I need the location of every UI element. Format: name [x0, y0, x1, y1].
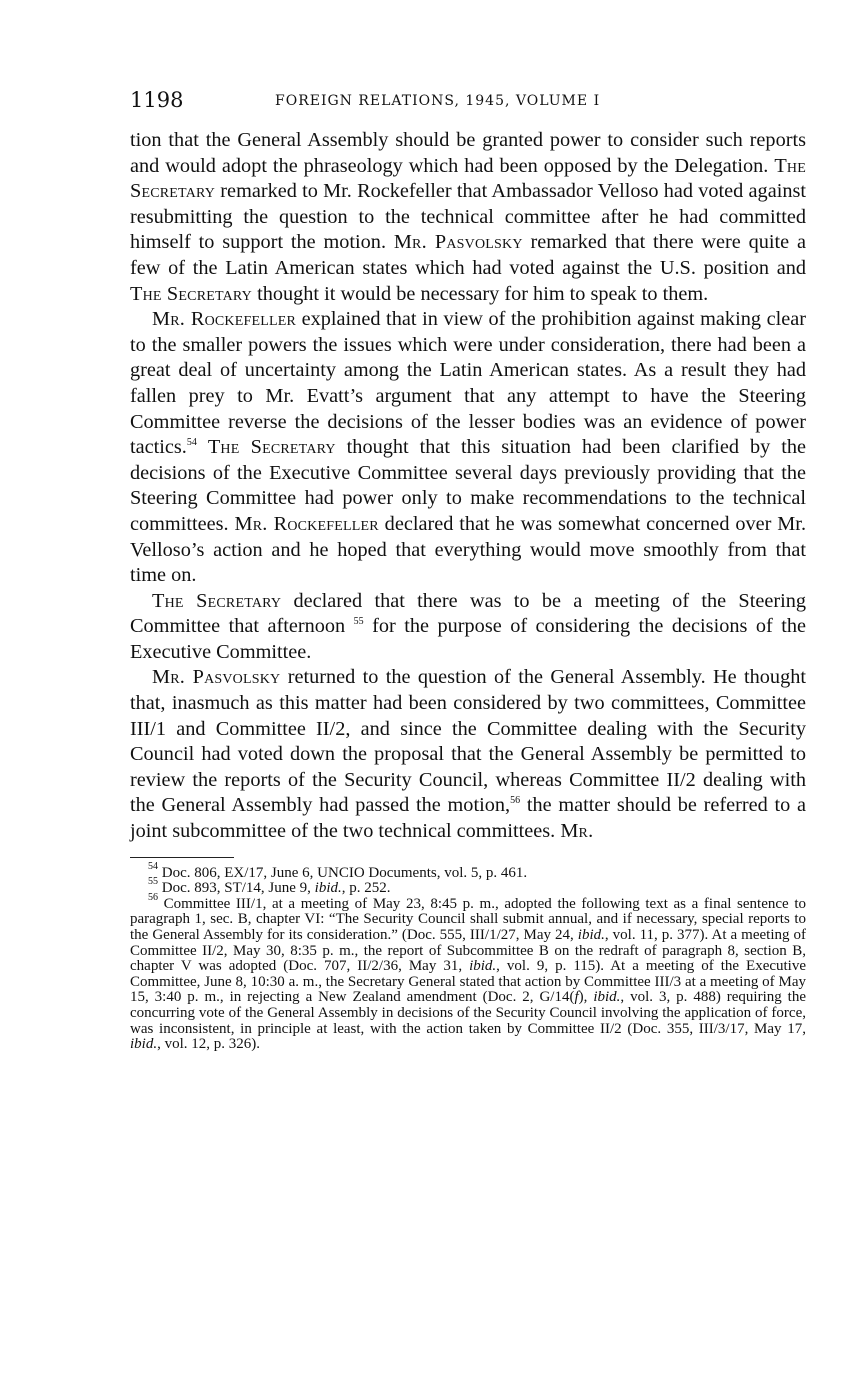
document-page — [130, 88, 806, 1053]
footnote-ref: 54 — [186, 437, 197, 449]
speaker-name: The Secretary — [152, 589, 282, 612]
footnote-divider — [130, 857, 234, 858]
speaker-name: The Secretary — [207, 436, 336, 459]
footnote-ref: 55 — [353, 616, 364, 628]
footnote-56: $^{56}$ Committee III/1, at a meeting of May 23, 8:45 p. m., adopted the following text as a final sentence to paragraph 1, sec. B, chapter VI: “The Security Council shall submit annual, and if necessary, special reports to the General Assembly for its consideration.” (Doc. 555, III/1/27, May 24, ibid., vol. 11, p. 377). At a meeting of Committee II/2, May 30, 8:35 p. m., the report of Subcommittee B on the redraft of paragraph 8, section B, chapter V was adopted (Doc. 707, II/2/36, May 31, ibid., vol. 9, p. 115). At a meeting of the Executive Committee, June 8, 10:30 a. m., the Secretary General stated that action by Committee III/3 at a meeting of May 15, 3:40 p. m., in rejecting a New Zealand amendment (Doc. 2, G/14(f), ibid., vol. 3, p. 488) requiring the concurring vote of the General Assembly in decisions of the Security Council involving the application of force, was inconsistent, in principle at least, with the action taken by Committee II/2 (Doc. 355, III/3/17, May 17, ibid., vol. 12, p. 326). — [130, 891, 806, 1053]
speaker-name: Mr. Pasvolsky — [393, 231, 523, 254]
speaker-name: The Secretary — [130, 282, 252, 305]
speaker-name: The Secretary — [130, 154, 806, 203]
footnote-ref: 56 — [510, 795, 521, 807]
body-text — [130, 128, 806, 845]
speaker-name: Mr. — [560, 820, 594, 843]
speaker-name: Mr. Pasvolsky — [152, 666, 281, 689]
footnotes — [130, 860, 806, 1053]
page-number: 1198 — [130, 88, 184, 112]
footnote-55: $^{55}$ Doc. 893, ST/14, June 9, ibid., p. 252. — [148, 876, 391, 897]
speaker-name: Mr. Rockefeller — [152, 308, 297, 331]
running-head: FOREIGN RELATIONS, 1945, VOLUME I — [275, 93, 601, 109]
paragraph-3: The Secretary declared that there was to be a meeting of the Steering Committee that afternoon $^{55}$ for the purpose of considering the decisions of the Executive Committee. — [130, 589, 806, 663]
speaker-name: Mr. Rockefeller — [234, 512, 379, 535]
paragraph-4: Mr. Pasvolsky returned to the question of the General Assembly. He thought that, inasmuch as this matter had been considered by two committees, Committee III/1 and Committee II/2, and since the Committee dealing with the Security Council had voted down the proposal that the General Assembly be permitted to review the reports of the Security Council, whereas Committee II/2 dealing with the General Assembly had passed the motion,$^{56}$ the matter should be referred to a joint subcommittee of the two technical committees. Mr. — [130, 666, 806, 843]
paragraph-1: tion that the General Assembly should be granted power to consider such reports and would adopt the phraseology which had been opposed by the Delegation. The Secretary remarked to Mr. Rockefeller that Ambassador Velloso had voted against resubmitting the question to the technical committee after he had committed himself to support the motion. Mr. Pasvolsky remarked that there were quite a few of the Latin American states which had voted against the U.S. position and The Secretary thought it would be necessary for him to speak to them. — [130, 129, 806, 305]
page-header — [130, 88, 806, 118]
footnote-54: $^{54}$ Doc. 806, EX/17, June 6, UNCIO Documents, vol. 5, p. 461. — [148, 860, 528, 881]
paragraph-2: Mr. Rockefeller explained that in view of the prohibition against making clear to the smaller powers the issues which were under consideration, there had been a great deal of uncertainty among the Latin American states. As a result they had fallen prey to Mr. Evatt’s argument that any attempt to have the Steering Committee reverse the decisions of the lesser bodies was an evidence of power tactics.$^{54}$ The Secretary thought that this situation had been clarified by the decisions of the Executive Committee several days previously providing that the Steering Committee had power only to make recommendations to the technical committees. Mr. Rockefeller declared that he was somewhat concerned over Mr. Velloso’s action and he hoped that everything would move smoothly from that time on. — [130, 308, 807, 587]
